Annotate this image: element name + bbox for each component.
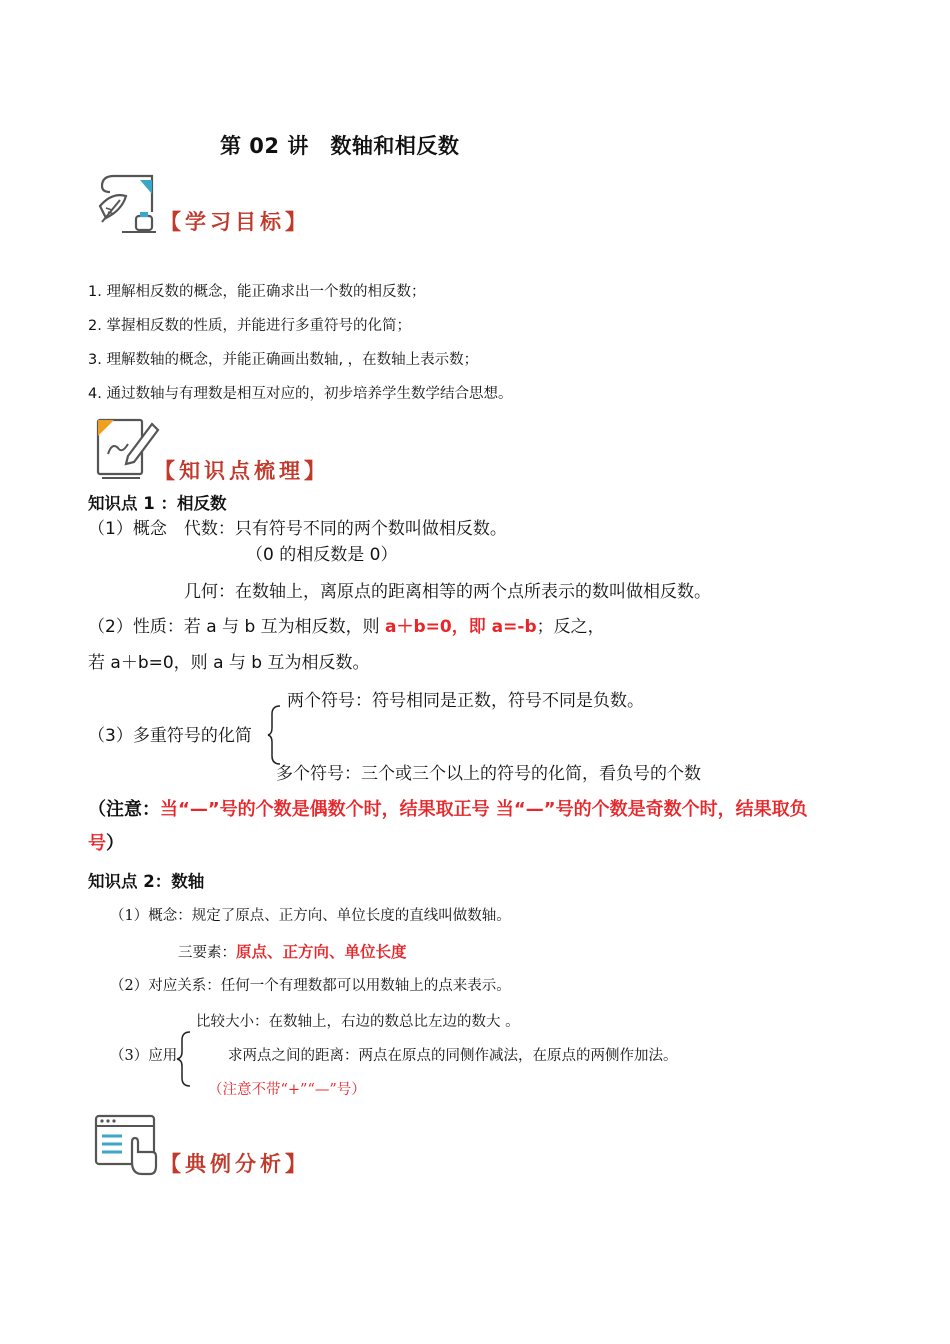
kp1-simplify-label: （3）多重符号的化简 <box>88 726 252 746</box>
kp2-three-elements-label: 三要素： <box>178 945 236 961</box>
objective-item: 1. 理解相反数的概念，能正确求出一个数的相反数； <box>88 284 426 300</box>
kp2-concept: （1）概念：规定了原点、正方向、单位长度的直线叫做数轴。 <box>110 908 511 924</box>
kp2-three-elements <box>178 940 407 962</box>
kp2-three-elements-red: 原点、正方向、单位长度 <box>236 943 407 961</box>
kp2-heading: 知识点 2：数轴 <box>88 872 205 891</box>
kp1-heading: 知识点 1 ：相反数 <box>88 494 227 513</box>
brace-icon <box>174 1030 194 1088</box>
kp1-note-line1 <box>88 795 808 821</box>
kp1-property-converse: 若 a＋b=0，则 a 与 b 互为相反数。 <box>88 653 370 673</box>
kp1-simplify-many: 多个符号：三个或三个以上的符号的化简，看负号的个数 <box>276 764 701 784</box>
kp1-property-suffix: ；反之， <box>536 617 605 637</box>
quill-scroll-icon <box>92 172 162 238</box>
objective-item: 4. 通过数轴与有理数是相互对应的，初步培养学生数学结合思想。 <box>88 386 513 402</box>
kp1-concept-zero: （0 的相反数是 0） <box>246 545 398 565</box>
kp2-apply-compare: 比较大小：在数轴上，右边的数总比左边的数大 。 <box>196 1014 520 1030</box>
page-title: 第 02 讲 数轴和相反数 <box>220 134 460 158</box>
kp1-note-prefix: （注意： <box>88 799 160 820</box>
kp1-property-prefix: （2）性质：若 a 与 b 互为相反数，则 <box>88 617 386 637</box>
objective-item: 2. 掌握相反数的性质，并能进行多重符号的化简； <box>88 318 411 334</box>
kp1-note-text-end: 号 <box>88 833 106 854</box>
section-label-knowledge: 【知识点梳理】 <box>154 458 329 483</box>
kp1-property-formula: a＋b=0，即 a=-b <box>385 617 537 637</box>
kp2-apply-note: （注意不带“+”“—”号） <box>208 1082 366 1098</box>
notebook-pen-icon <box>94 414 162 480</box>
kp1-simplify-two: 两个符号：符号相同是正数，符号不同是负数。 <box>287 691 644 711</box>
objective-item: 3. 理解数轴的概念，并能正确画出数轴, ，在数轴上表示数； <box>88 352 479 368</box>
section-label-objectives: 【学习目标】 <box>160 209 310 234</box>
kp2-correspondence: （2）对应关系：任何一个有理数都可以用数轴上的点来表示。 <box>110 978 511 994</box>
kp1-property <box>88 612 605 637</box>
kp1-note-text: 当“—”号的个数是偶数个时，结果取正号 当“—”号的个数是奇数个时，结果取负 <box>160 799 808 820</box>
section-label-examples: 【典例分析】 <box>160 1151 310 1176</box>
browser-click-icon <box>92 1112 162 1180</box>
kp1-concept-geometry: 几何：在数轴上，离原点的距离相等的两个点所表示的数叫做相反数。 <box>184 582 711 602</box>
kp1-note-close: ） <box>106 833 124 854</box>
kp2-apply-label: （3）应用 <box>110 1048 178 1064</box>
kp1-note-line2 <box>88 829 124 855</box>
kp2-apply-distance: 求两点之间的距离：两点在原点的同侧作减法，在原点的两侧作加法。 <box>228 1048 678 1064</box>
kp1-concept-algebra: （1）概念 代数：只有符号不同的两个数叫做相反数。 <box>88 519 507 539</box>
brace-icon <box>266 704 284 766</box>
